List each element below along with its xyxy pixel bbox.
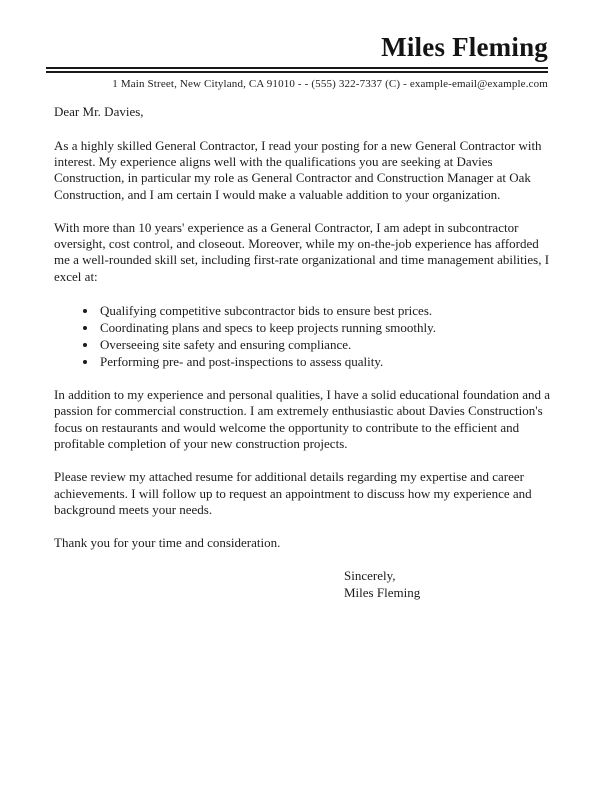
qualification-item: • Performing pre- and post-inspections to assess quality. — [98, 353, 551, 370]
paragraph-education: In addition to my experience and personal qualities, I have a solid educational foundation and a passion for commercial construction. I am extremely enthusiastic about Davies Construction's focus on restaurants and would welcome the opportunity to contribute to the efficient and profitable completion of your new construction projects. — [54, 387, 551, 451]
qualification-item: • Qualifying competitive subcontractor bids to ensure best prices. — [98, 302, 551, 319]
paragraph-thanks: Thank you for your time and consideration. — [54, 535, 281, 551]
paragraph-experience: With more than 10 years' experience as a General Contractor, I am adept in subcontractor oversight, cost control, and closeout. Moreover, while my on-the-job experience has afforded me a well-rounded skill set, including first-rate organizational and time management abilities, I excel at: — [54, 219, 550, 284]
letterhead-name: Miles Fleming — [381, 32, 548, 62]
salutation: Dear Mr. Davies, — [54, 104, 144, 120]
paragraph-follow-up: Please review my attached resume for additional details regarding my expertise and career achievements. I will follow up to request an appointment to discuss how my experience and background meets your needs. — [54, 469, 532, 517]
qualifications-list — [54, 302, 551, 370]
letterhead-divider — [46, 67, 548, 73]
letter-body — [54, 104, 551, 601]
closing-salutation: Sincerely, — [344, 568, 396, 584]
letterhead-contact-line: 1 Main Street, New Cityland, CA 91010 - - (555) 322-7337 (C) - example-email@example.com — [112, 78, 548, 91]
qualification-item: • Coordinating plans and specs to keep projects running smoothly. — [98, 319, 551, 336]
paragraph-intro: As a highly skilled General Contractor, I read your posting for a new General Contractor with interest. My experience aligns well with the qualifications you are seeking at Davies Construction, in particular my role as General Contractor and Construction Manager at Oak Construction, and I am certain I would make a valuable addition to your organization. — [54, 137, 542, 202]
qualification-item: • Overseeing site safety and ensuring compliance. — [98, 336, 551, 353]
signature-name: Miles Fleming — [344, 584, 421, 600]
